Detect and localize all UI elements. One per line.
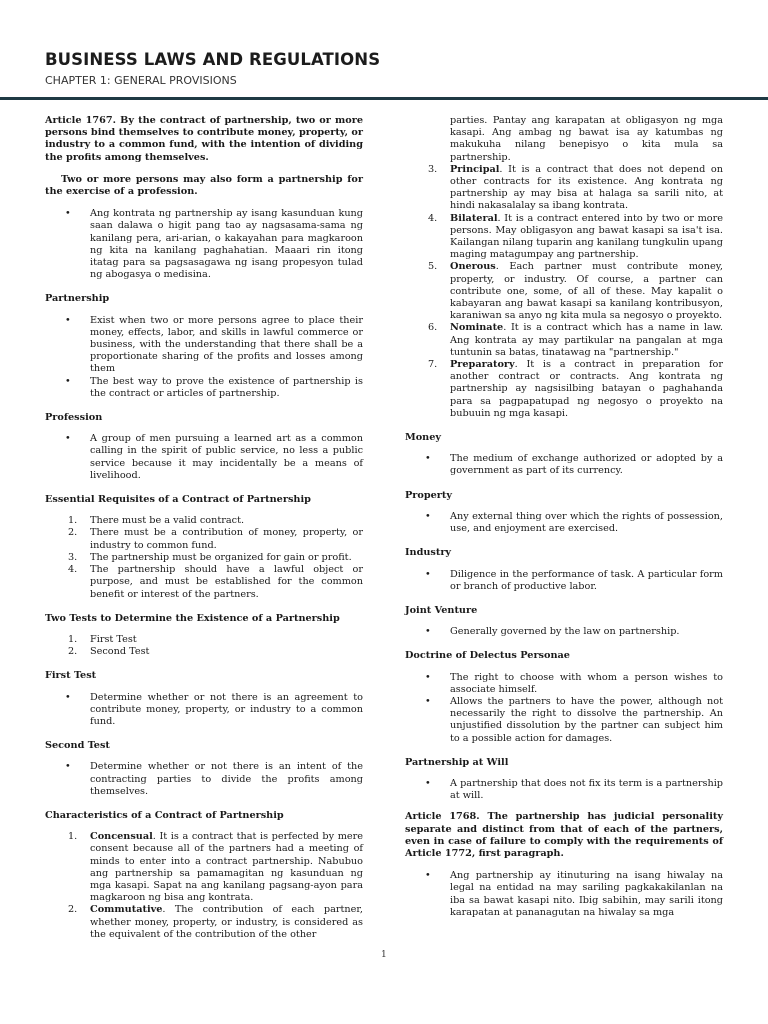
property-bullets <box>405 511 723 535</box>
list-item: 3. The partnership must be organized for gain or profit. <box>68 551 352 563</box>
requisites-list <box>45 515 363 600</box>
list-item: 1. First Test <box>68 633 137 645</box>
section-heading-profession: Profession <box>45 412 103 424</box>
list-item: • Determine whether or not there is an intent of the contracting parties to divide the profits among themselves. <box>45 761 363 798</box>
section-heading-second-test: Second Test <box>45 740 110 752</box>
list-item: 4. Bilateral. It is a contract entered into by two or more persons. May obligasyon ang bawat kasapi sa isa't isa. Kailangan nilang tuparin ang kanilang tungkulin upang maging matagumpay ang partnership. <box>428 212 723 261</box>
page-number: 1 <box>381 950 387 960</box>
list-item: • The right to choose with whom a person wishes to associate himself. <box>405 672 723 696</box>
list-item: 1. Concensual. It is a contract that is perfected by mere consent because all of the partners had a meeting of minds to enter into a contract partnership. Nabubuo ang partnership sa pamamagitan ng kasunduan ng mga kasapi. Sapat na ang kanilang pagsang-ayon para magkaroon ng bisa ang kontrata. <box>68 831 363 904</box>
section-heading-joint-venture: Joint Venture <box>405 604 478 616</box>
section-heading-property: Property <box>405 489 452 501</box>
list-item: 2. There must be a contribution of money, property, or industry to common fund. <box>68 527 363 551</box>
list-item: • Diligence in the performance of task. A particular form or branch of productive labor. <box>405 569 723 593</box>
list-item: • A partnership that does not fix its term is a partnership at will. <box>405 778 723 802</box>
profession-bullets <box>45 433 363 482</box>
list-item: 6. Nominate. It is a contract which has a name in law. Ang kontrata ay may partikular na pangalan at mga tuntunin sa batas, tinatawag na "partnership." <box>428 322 723 358</box>
first-test-bullets <box>45 692 363 729</box>
list-item: • Ang kontrata ng partnership ay isang kasunduan kung saan dalawa o higit pang tao ay nagsasama-sama ng kanilang pera, ari-arian, o kakayahan para magkaroon ng kita na kanilang paghahatian. Maaari rin itong itatag para sa pagsasagawa ng isang propesyon tulad ng abogasya o medisina. <box>45 208 363 281</box>
partnership-bullets <box>45 315 363 400</box>
list-item: parties. Pantay ang karapatan at obligasyon ng mga kasapi. Ang ambag ng bawat isa ay katumbas ng makukuha nilang benepisyo o kita mula sa partnership. <box>450 115 723 163</box>
section-heading-first-test: First Test <box>45 670 97 682</box>
section-heading-money: Money <box>405 432 442 444</box>
intro-bullets <box>45 208 363 281</box>
section-heading-characteristics: Characteristics of a Contract of Partnership <box>45 809 284 821</box>
section-heading-delectus-personae: Doctrine of Delectus Personae <box>405 650 570 662</box>
list-item: • Generally governed by the law on partnership. <box>405 626 723 638</box>
list-item: • A group of men pursuing a learned art as a common calling in the spirit of public service, no less a public service because it may incidentally be a means of livelihood. <box>45 433 363 482</box>
list-item: • The medium of exchange authorized or adopted by a government as part of its currency. <box>405 453 723 477</box>
list-item: • Any external thing over which the rights of possession, use, and enjoyment are exercised. <box>405 511 723 535</box>
industry-bullets <box>405 569 723 593</box>
characteristics-list <box>45 831 363 941</box>
list-item: • Ang partnership ay itinuturing na isang hiwalay na legal na entidad na may sariling pagkakakilanlan na iba sa bawat kasapi nito. Ibig sabihin, may sarili itong karapatan at pananagutan na hiwalay sa mga <box>405 870 723 919</box>
second-test-bullets <box>45 761 363 798</box>
header-divider <box>0 97 768 100</box>
at-will-bullets <box>405 778 723 802</box>
document-title: BUSINESS LAWS AND REGULATIONS <box>45 50 381 69</box>
page-header <box>0 0 768 100</box>
list-item: • The best way to prove the existence of partnership is the contract or articles of partnership. <box>45 376 363 400</box>
money-bullets <box>405 453 723 477</box>
chapter-subtitle: CHAPTER 1: GENERAL PROVISIONS <box>45 74 237 87</box>
article-1767: Article 1767. By the contract of partnership, two or more persons bind themselves to contribute money, property, or industry to a common fund, with the intention of dividing the profits among themselves. <box>45 115 363 163</box>
right-column <box>405 115 723 919</box>
article-1768-bullets <box>405 870 723 919</box>
article-1767-para-2: Two or more persons may also form a partnership for the exercise of a profession. <box>45 173 363 198</box>
left-column <box>45 115 363 941</box>
list-item: 4. The partnership should have a lawful object or purpose, and must be established for the common benefit or interest of the partners. <box>68 564 363 600</box>
list-item: • Allows the partners to have the power, although not necessarily the right to dissolve the partnership. An unjustified dissolution by the partner can subject him to a possible action for damages. <box>405 696 723 745</box>
section-heading-industry: Industry <box>405 547 452 559</box>
article-1768: Article 1768. The partnership has judicial personality separate and distinct from that of each of the partners, even in case of failure to comply with the requirements of Article 1772, first paragraph. <box>405 811 723 859</box>
list-item: 7. Preparatory. It is a contract in preparation for another contract or contracts. Ang kontrata ng partnership ay nagsisilbing batayan o paghahanda para sa pagpapatupad ng negosyo o proyekto na bubuuin ng mga kasapi. <box>428 359 723 419</box>
list-item: • Determine whether or not there is an agreement to contribute money, property, or industry to a common fund. <box>45 692 363 729</box>
delectus-bullets <box>405 672 723 745</box>
list-item: 2. Second Test <box>68 646 150 658</box>
list-item: 2. Commutative. The contribution of each partner, whether money, property, or industry, is considered as the equivalent of the contribution of the other <box>68 904 363 940</box>
two-tests-list <box>45 634 363 658</box>
list-item: 5. Onerous. Each partner must contribute money, property, or industry. Of course, a partner can contribute one, some, of all of these. May kapalit o kabayaran ang bawat kasapi sa kanilang kontribusyon, karaniwan sa anyo ng kita mula sa negosyo o proyekto. <box>428 261 723 322</box>
joint-venture-bullets <box>405 626 723 638</box>
list-item: 1. There must be a valid contract. <box>68 515 245 527</box>
list-item: • Exist when two or more persons agree to place their money, effects, labor, and skills in lawful commerce or business, with the understanding that there shall be a proportionate sharing of the profits and losses among them <box>45 315 363 376</box>
section-heading-two-tests: Two Tests to Determine the Existence of a Partnership <box>45 612 340 624</box>
section-heading-partnership-at-will: Partnership at Will <box>405 756 509 768</box>
section-heading-requisites: Essential Requisites of a Contract of Partnership <box>45 494 311 506</box>
list-item: 3. Principal. It is a contract that does not depend on other contracts for its existence. Ang kontrata ng partnership ay may bisa at halaga sa sarili nito, at hindi nakasalalay sa ibang kontrata. <box>428 163 723 212</box>
section-heading-partnership: Partnership <box>45 293 110 305</box>
characteristics-list-continued <box>405 115 723 420</box>
